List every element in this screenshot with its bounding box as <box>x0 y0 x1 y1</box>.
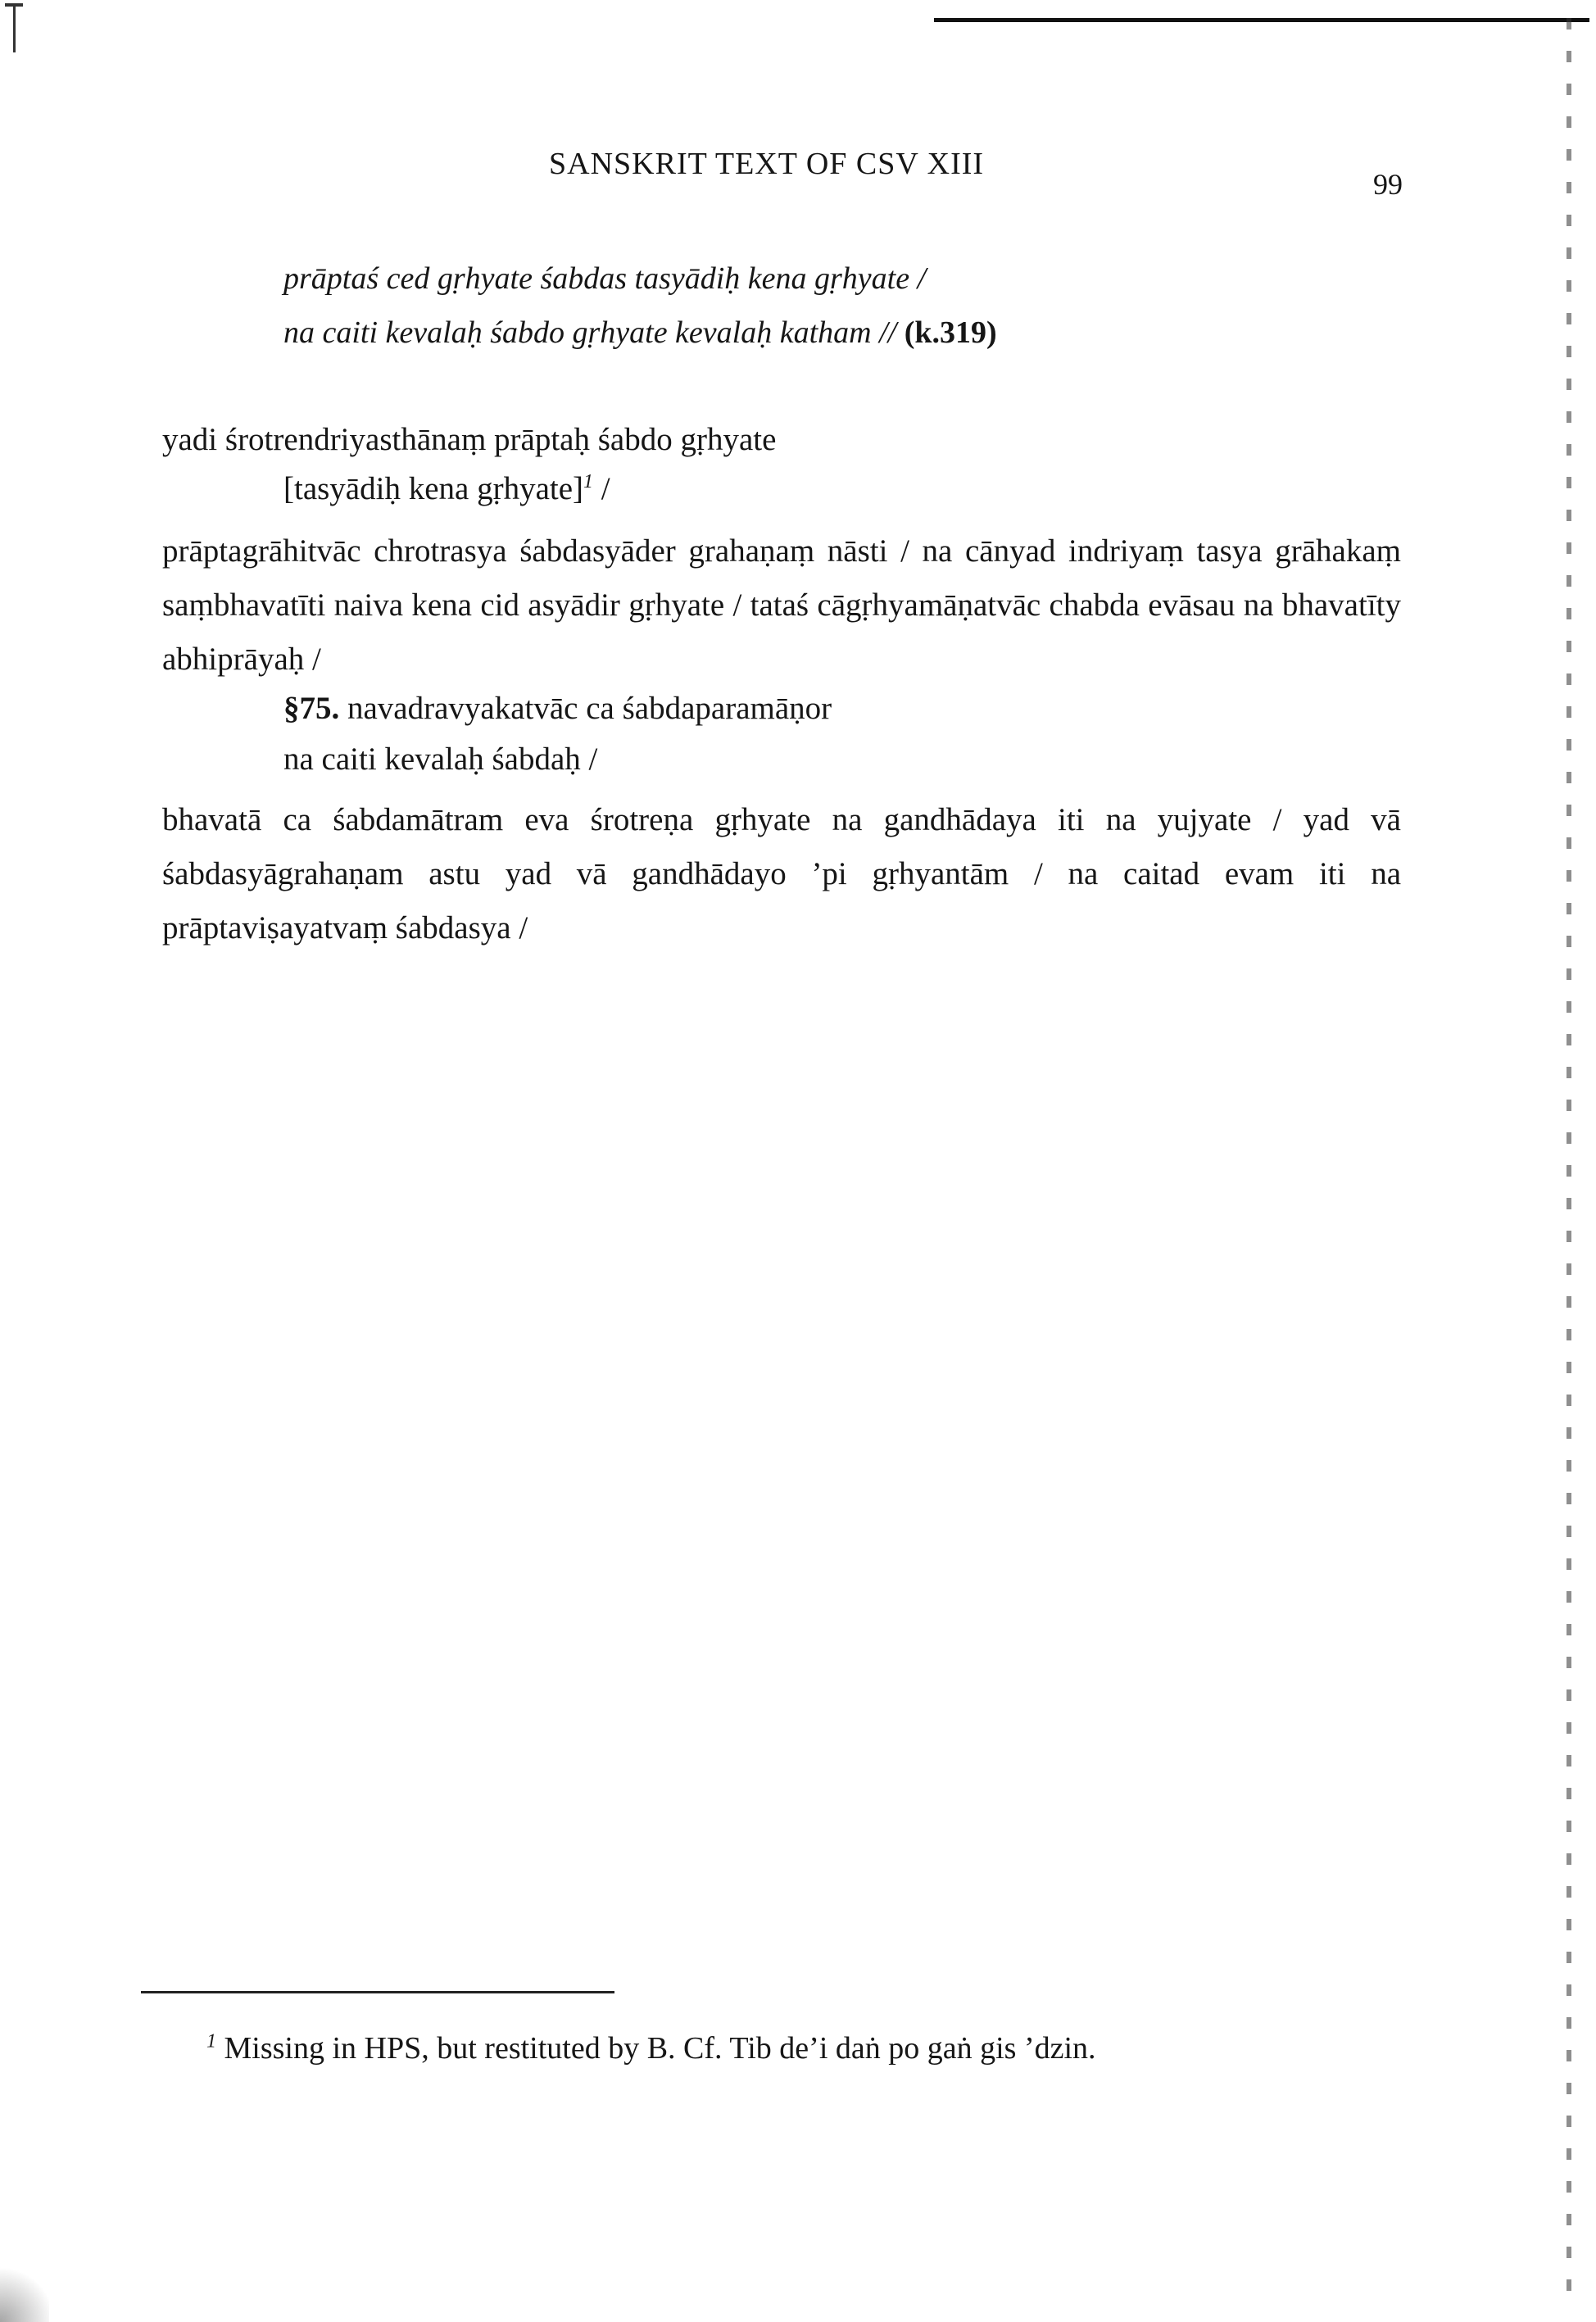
bracketed-text: [tasyādiḥ kena gṛhyate] <box>283 471 584 506</box>
page-number: 99 <box>1373 168 1403 201</box>
verse-reference: (k.319) <box>904 315 997 350</box>
commentary-line-1: yadi śrotrendriyasthānaṃ prāptaḥ śabdo gṛhyate <box>162 422 777 457</box>
section-number: §75. <box>283 691 340 726</box>
commentary-paragraph-2: bhavatā ca śabdamātram eva śrotreṇa gṛhyate na gandhādaya iti na yujyate / yad vā śabdasyāgrahaṇam astu yad vā gandhādayo ’pi gṛhyantām / na caitad evam iti na prāptaviṣayatvaṃ śabdasya / <box>162 802 1401 946</box>
verse-quote-line: na caiti kevalaḥ śabdaḥ / <box>283 741 598 777</box>
running-header: SANSKRIT TEXT OF CSV XIII <box>549 147 985 181</box>
verse-line-1 <box>283 261 926 297</box>
section-text: navadravyakatvāc ca śabdaparamāṇor <box>339 691 832 726</box>
footnote-rule <box>141 1991 614 1993</box>
footnote-text: Missing in HPS, but restituted by B. Cf. Tib de’i daṅ po gaṅ gis ’dzin. <box>216 2031 1096 2066</box>
commentary-line-2 <box>283 470 610 507</box>
verse-text-1: prāptaś ced gṛhyate śabdas tasyādiḥ kena gṛhyate / <box>283 261 927 296</box>
footnote-marker: 1 <box>206 2030 216 2052</box>
scan-corner-shadow <box>0 2261 49 2322</box>
footnote-ref: 1 <box>583 471 594 492</box>
commentary-paragraph-1: prāptagrāhitvāc chrotrasya śabdasyāder grahaṇaṃ nāsti / na cānyad indriyaṃ tasya grāhakaṃ saṃbhavatīti naiva kena cid asyādir gṛhyate / tataś cāgṛhyamāṇatvāc chabda evāsau na bhavatīty abhiprāyaḥ / <box>162 533 1401 677</box>
slash: / <box>593 471 610 506</box>
footnote <box>206 2030 1096 2066</box>
verse-line-2 <box>283 315 997 351</box>
scan-right-edge <box>1567 18 1571 2312</box>
scan-top-rule <box>934 18 1589 22</box>
verse-text-2: na caiti kevalaḥ śabdo gṛhyate kevalaḥ katham // <box>283 315 897 350</box>
scan-corner-mark <box>5 3 23 56</box>
section-line <box>283 690 832 727</box>
